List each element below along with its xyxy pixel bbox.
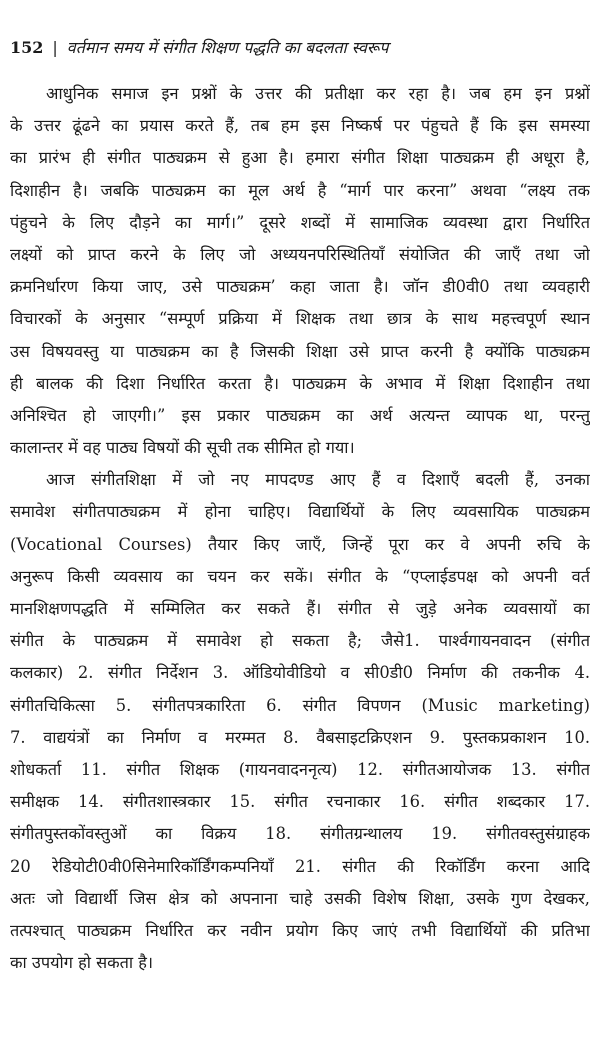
text-line: आज संगीतशिक्षा में जो नए मापदण्ड आए हैं व दिशाएँ बदली हैं, उनका [46, 470, 590, 490]
running-title: वर्तमान समय में संगीत शिक्षण पद्धति का बदलता स्वरूप [66, 38, 389, 57]
text-line: उस विषयवस्तु या पाठ्यक्रम का है जिसकी शिक्षा उसे प्राप्त करनी है क्योंकि पाठ्यक्रम [10, 341, 590, 361]
text-line: संगीतचिकित्सा 5. संगीतपत्रकारिता 6. संगीत विपणन (Music marketing) [10, 695, 590, 715]
page-number: 152 [10, 38, 44, 57]
text-line: लक्ष्यों को प्राप्त करने के लिए जो अध्ययनपरिस्थितियाँ संयोजित की जाएँ तथा जो [10, 244, 590, 264]
text-line: आधुनिक समाज इन प्रश्नों के उत्तर की प्रतीक्षा कर रहा है। जब हम इन प्रश्नों [46, 84, 590, 103]
text-line: तत्पश्चात् पाठ्यक्रम निर्धारित कर नवीन प्रयोग किए जाएं तभी विद्यार्थियों की प्रतिभा [10, 920, 590, 940]
text-line: समीक्षक 14. संगीतशास्त्रकार 15. संगीत रचनाकार 16. संगीत शब्दकार 17. [10, 792, 590, 812]
text-line: का प्रारंभ ही संगीत पाठ्यक्रम से हुआ है। हमारा संगीत शिक्षा पाठ्यक्रम ही अधूरा है, [10, 148, 590, 168]
text-line: (Vocational Courses) तैयार किए जाएँ, जिन्हें पूरा कर वे अपनी रुचि के [10, 534, 590, 554]
text-line: अतः जो विद्यार्थी जिस क्षेत्र को अपनाना चाहे उसकी विशेष शिक्षा, उसके गुण देखकर, [10, 888, 590, 908]
text-line: संगीतपुस्तकोंवस्तुओं का विक्रय 18. संगीतग्रन्थालय 19. संगीतवस्तुसंग्राहक [10, 824, 590, 844]
paragraph [10, 464, 590, 979]
text-line: 7. वाद्ययंत्रों का निर्माण व मरम्मत 8. वैबसाइटक्रिएशन 9. पुस्तकप्रकाशन 10. [10, 727, 590, 747]
text-line: अनिश्चित हो जाएगी।” इस प्रकार पाठ्यक्रम का अर्थ अत्यन्त व्यापक था, परन्तु [10, 405, 590, 425]
text-line: अनुरूप किसी व्यवसाय का चयन कर सकें। संगीत के “एप्लाईडपक्ष को अपनी वर्त [10, 566, 590, 586]
text-line: पंहुचने के लिए दौड़ने का मार्ग।” दूसरे शब्दों में सामाजिक व्यवस्था द्वारा निर्धारित [10, 212, 590, 232]
text-line: क्रमनिर्धारण किया जाए, उसे पाठ्यक्रम’ कहा जाता है। जॉन डी0वी0 तथा व्यवहारी [10, 277, 590, 297]
text-line: दिशाहीन है। जबकि पाठ्यक्रम का मूल अर्थ है “मार्ग पार करना” अथवा “लक्ष्य तक [10, 180, 590, 200]
header-separator: | [52, 38, 58, 57]
text-line: 20 रेडियोटी0वी0सिनेमारिकॉर्डिंगकम्पनियाँ 21. संगीत की रिकॉर्डिंग करना आदि [10, 856, 590, 876]
paragraph [10, 78, 590, 464]
text-line: संगीत के पाठ्यक्रम में समावेश हो सकता है; जैसे1. पार्श्वगायनवादन (संगीत [10, 631, 590, 651]
text-line: का उपयोग हो सकता है। [10, 953, 154, 973]
running-header [10, 38, 590, 58]
text-line: के उत्तर ढूंढने का प्रयास करते हैं, तब हम इस निष्कर्ष पर पंहुचते हैं कि इस समस्या [10, 116, 590, 136]
text-line: कालान्तर में वह पाठ्य विषयों की सूची तक सीमित हो गया। [10, 438, 355, 458]
text-line: मानशिक्षणपद्धति में सम्मिलित कर सकते हैं। संगीत से जुड़े अनेक व्यवसायों का [10, 599, 590, 618]
text-line: ही बालक की दिशा निर्धारित करता है। पाठ्यक्रम के अभाव में शिक्षा दिशाहीन तथा [10, 373, 590, 393]
text-line: कलकार) 2. संगीत निर्देशन 3. ऑडियोवीडियो व सी0डी0 निर्माण की तकनीक 4. [10, 663, 590, 683]
body-text [10, 78, 590, 979]
text-line: विचारकों के अनुसार “सम्पूर्ण प्रक्रिया में शिक्षक तथा छात्र के साथ महत्त्वपूर्ण स्थान [10, 309, 590, 329]
text-line: शोधकर्ता 11. संगीत शिक्षक (गायनवादननृत्य) 12. संगीतआयोजक 13. संगीत [10, 759, 590, 779]
text-line: समावेश संगीतपाठ्यक्रम में होना चाहिए। विद्यार्थियों के लिए व्यवसायिक पाठ्यक्रम [10, 502, 590, 522]
